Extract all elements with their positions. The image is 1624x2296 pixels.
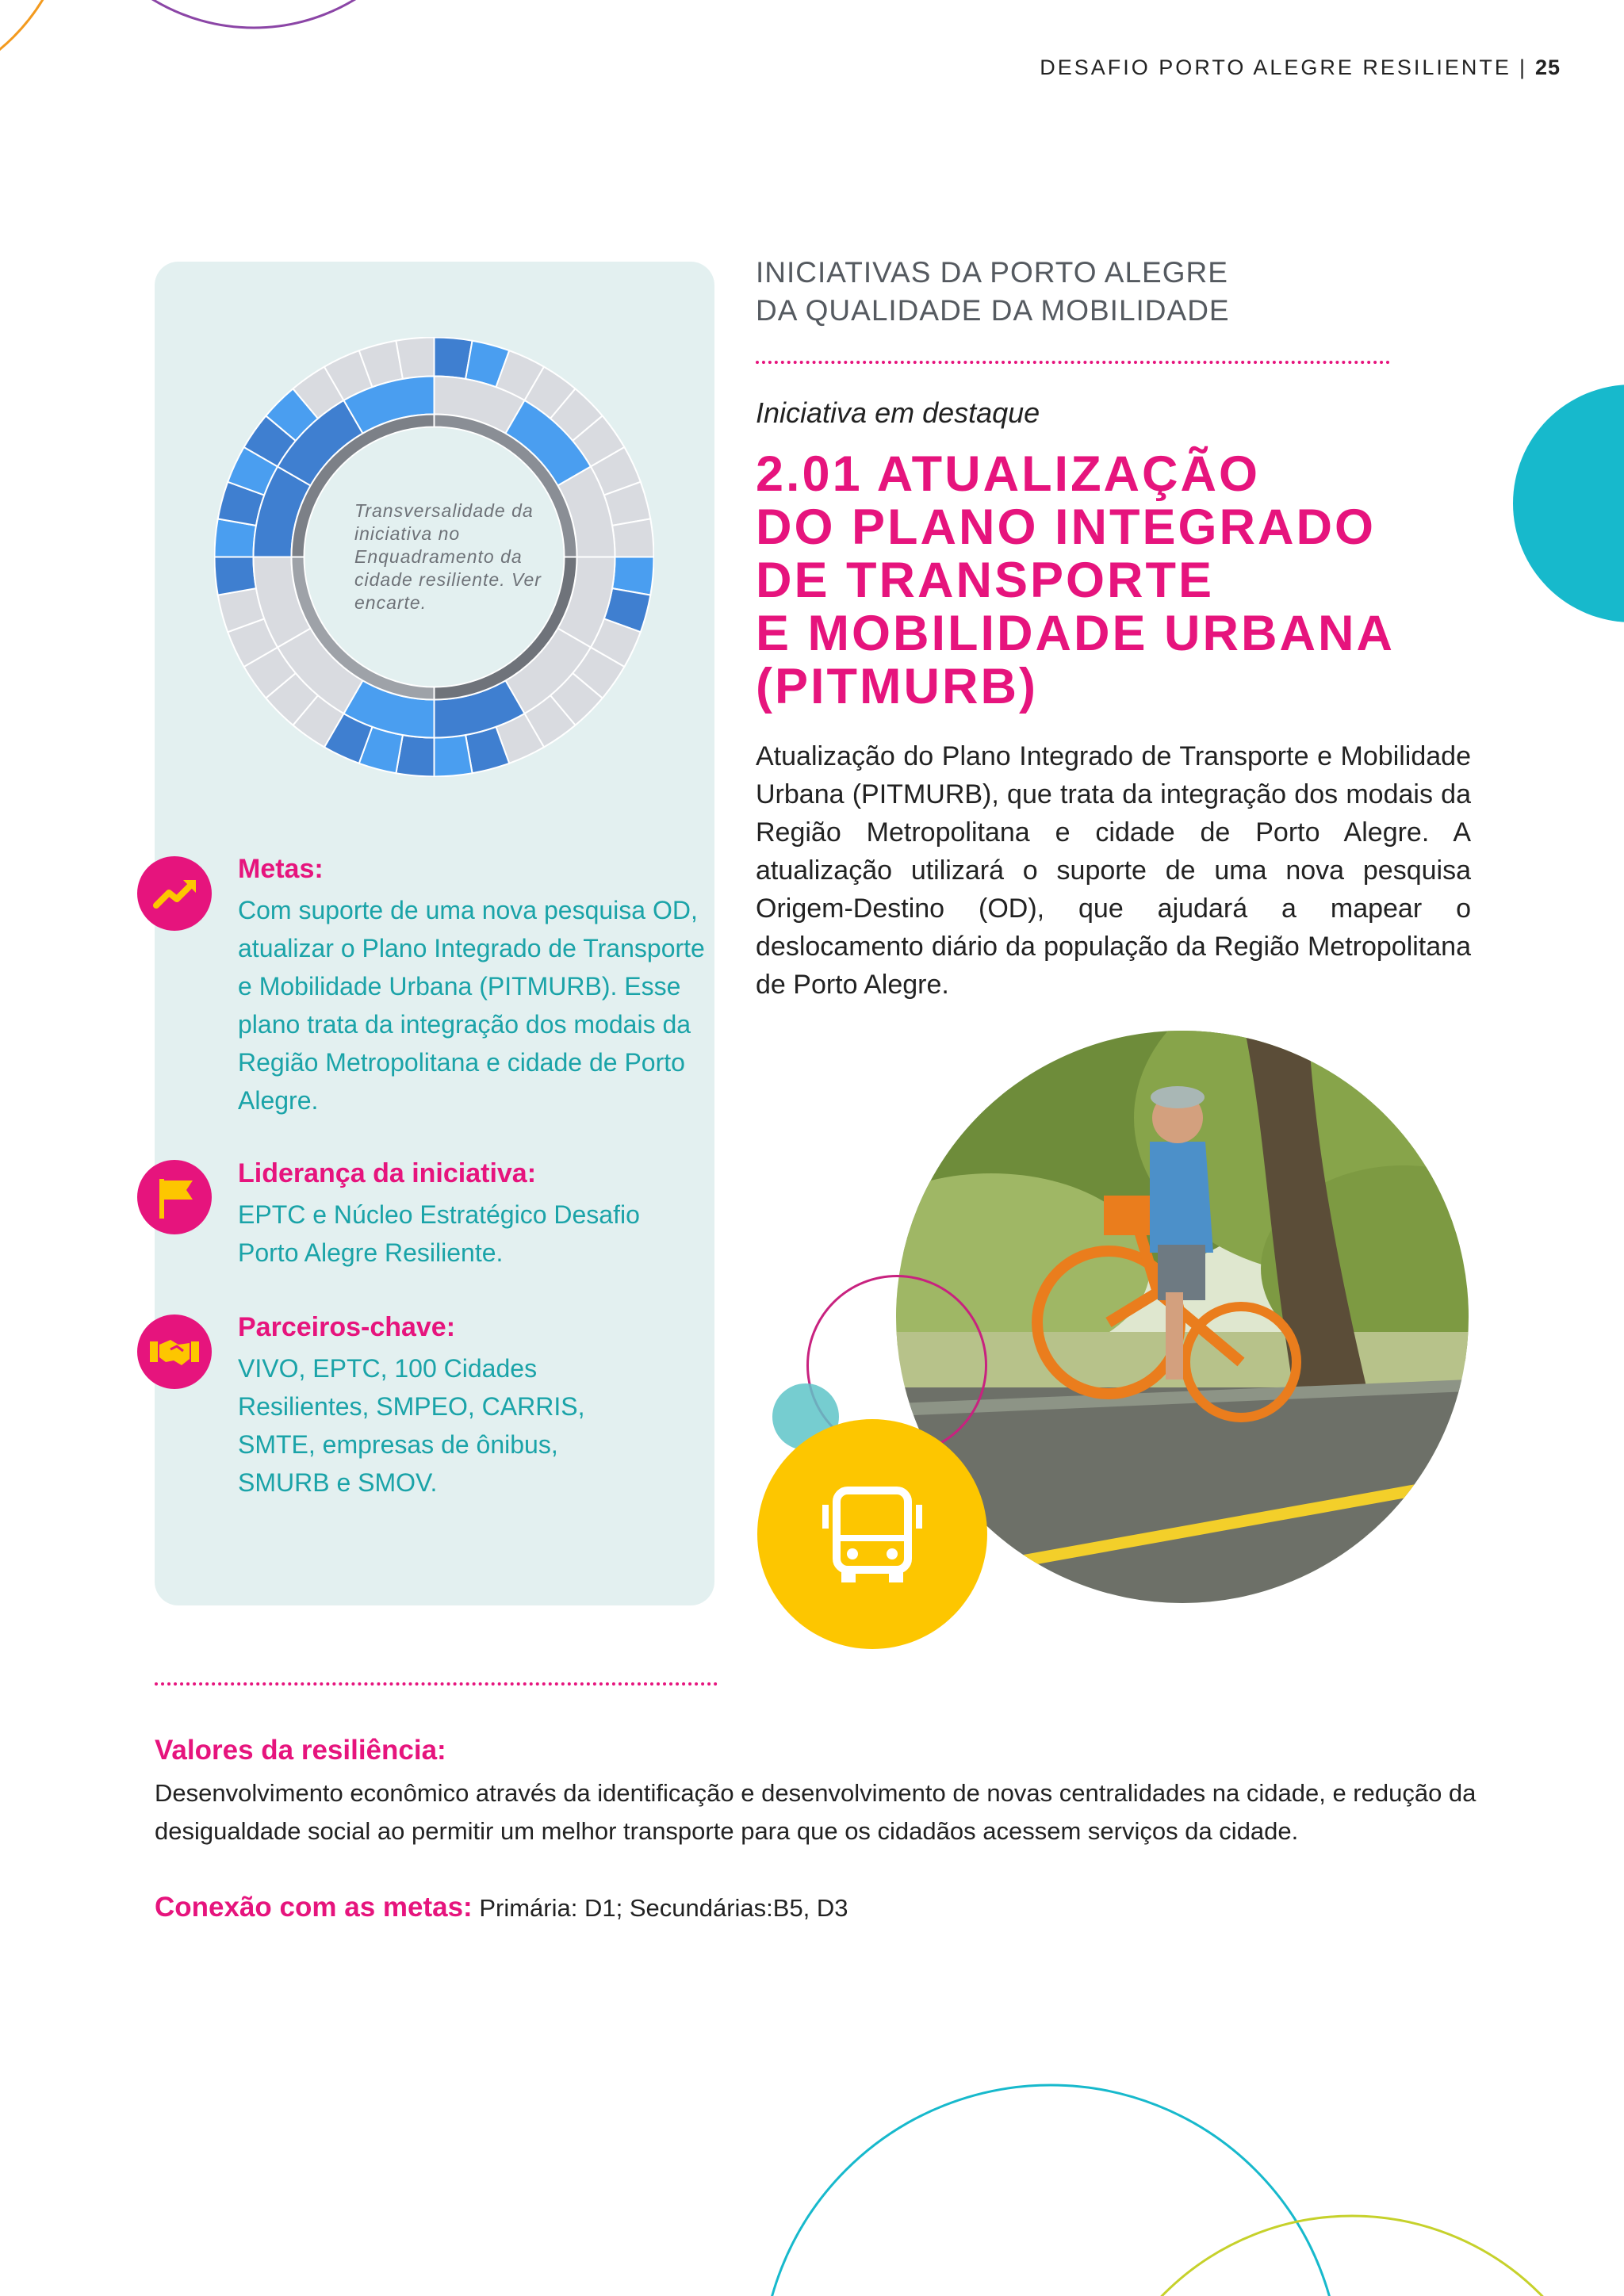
donut-caption: Transversalidade da iniciativa no Enquadramento da cidade resiliente. Ver encarte. <box>354 500 542 613</box>
metas-body: Com suporte de uma nova pesquisa OD, atualizar o Plano Integrado de Transporte e Mobilidade Urbana (PITMURB). Esse plano trata da integração dos modais da Região Metropolitana e cidade de Porto Alegre. <box>238 896 705 1115</box>
initiative-description: Atualização do Plano Integrado de Transporte e Mobilidade Urbana (PITMURB), que trata da integração dos modais da Região Metropolitana e cidade de Porto Alegre. A atualização utilizará o suporte de uma nova pesquisa Origem-Destino (OD), que ajudará a mapear o deslocamento diário da população da Região Metropolitana de Porto Alegre. <box>756 741 1471 1000</box>
title-line: DE TRANSPORTE <box>756 553 1215 608</box>
handshake-icon <box>137 1314 212 1389</box>
page-header <box>1040 55 1561 80</box>
dotted-divider <box>756 361 1390 364</box>
donut-outer-cell <box>612 519 653 557</box>
title-line: E MOBILIDADE URBANA <box>756 606 1395 661</box>
header-title: DESAFIO PORTO ALEGRE RESILIENTE <box>1040 55 1511 79</box>
metas-title: Metas: <box>238 854 324 884</box>
donut-outer-cell <box>435 735 473 776</box>
section-kicker <box>756 254 1230 330</box>
donut-outer-cell <box>396 338 434 379</box>
parceiros-title: Parceiros-chave: <box>238 1312 456 1342</box>
header-separator: | <box>1519 55 1527 79</box>
goals-connection <box>155 1892 848 1923</box>
title-line: DO PLANO INTEGRADO <box>756 499 1377 555</box>
values-body: Desenvolvimento econômico através da identificação e desenvolvimento de novas centralidades na cidade, e redução da desigualdade social ao permitir um melhor transporte para que os cidadãos acessem serviços da cidade. <box>155 1779 1477 1845</box>
title-line: 2.01 ATUALIZAÇÃO <box>756 446 1261 502</box>
trending-up-icon <box>137 856 212 931</box>
connection-label: Conexão com as metas: <box>155 1892 473 1923</box>
connection-value: Primária: D1; Secundárias:B5, D3 <box>479 1894 848 1922</box>
bus-icon <box>757 1419 987 1649</box>
donut-outer-cell <box>215 557 256 595</box>
kicker-line-2: DA QUALIDADE DA MOBILIDADE <box>756 294 1230 327</box>
dotted-divider-bottom <box>155 1682 718 1686</box>
title-line: (PITMURB) <box>756 659 1038 714</box>
flag-icon <box>137 1160 212 1234</box>
kicker-line-1: INICIATIVAS DA PORTO ALEGRE <box>756 256 1228 289</box>
page-number: 25 <box>1534 55 1561 79</box>
initiative-title <box>756 448 1565 714</box>
lideranca-title: Liderança da iniciativa: <box>238 1158 537 1188</box>
parceiros-body: VIVO, EPTC, 100 Cidades Resilientes, SMPEO, CARRIS, SMTE, empresas de ônibus, SMURB e SMOV. <box>238 1354 585 1497</box>
lideranca-body: EPTC e Núcleo Estratégico Desafio Porto Alegre Resiliente. <box>238 1200 640 1267</box>
values-title: Valores da resiliência: <box>155 1735 446 1766</box>
featured-label: Iniciativa em destaque <box>756 396 1040 429</box>
